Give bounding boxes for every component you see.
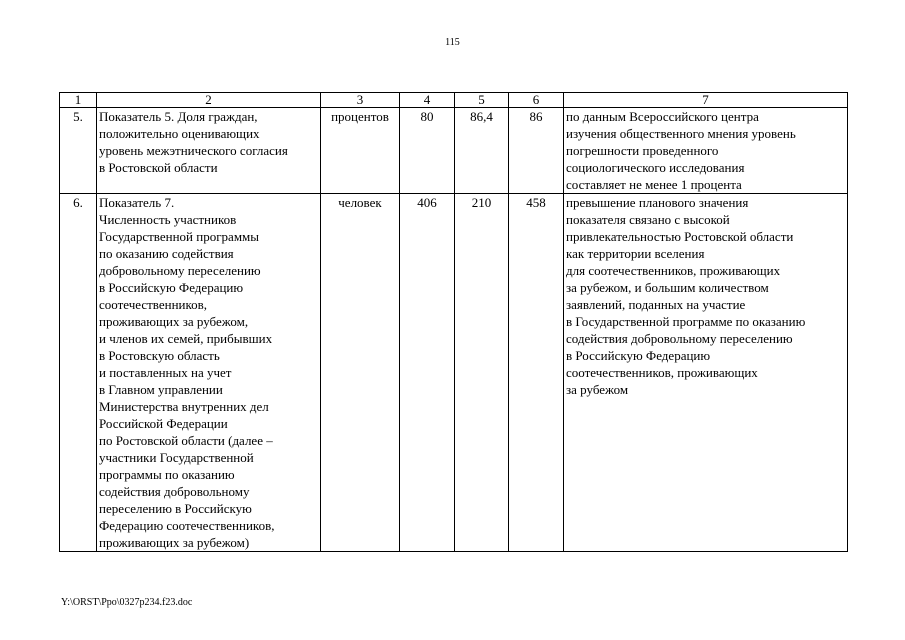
value-cell: 406 [400, 194, 455, 552]
text-line: Федерацию соотечественников, [99, 518, 275, 533]
text-line: программы по оказанию [99, 467, 235, 482]
text-line: Российской Федерации [99, 416, 228, 431]
text-line: в Главном управлении [99, 382, 223, 397]
text-line: показателя связано с высокой [566, 212, 730, 227]
table-header-row [60, 93, 848, 108]
row-number: 6. [60, 194, 97, 552]
text-line: превышение планового значения [566, 195, 749, 210]
text-line: Численность участников [99, 212, 237, 227]
column-header: 2 [97, 93, 321, 108]
text-line: Показатель 5. Доля граждан, [99, 109, 258, 124]
text-line: Государственной программы [99, 229, 260, 244]
text-line: в Ростовскую область [99, 348, 220, 363]
text-line: изучения общественного мнения уровень [566, 126, 796, 141]
text-line: для соотечественников, проживающих [566, 263, 781, 278]
table-row [60, 108, 848, 194]
indicator-name [97, 194, 321, 552]
text-line: Министерства внутренних дел [99, 399, 269, 414]
text-line: по оказанию содействия [99, 246, 234, 261]
text-line: проживающих за рубежом) [99, 535, 250, 550]
text-line: и поставленных на учет [99, 365, 232, 380]
text-line: по Ростовской области (далее – [99, 433, 273, 448]
text-line: в Российскую Федерацию [99, 280, 244, 295]
text-line: как территории вселения [566, 246, 705, 261]
text-line: Показатель 7. [99, 195, 175, 210]
text-line: содействия добровольному [99, 484, 250, 499]
text-line: добровольному переселению [99, 263, 261, 278]
text-line: социологического исследования [566, 160, 745, 175]
text-line: в Государственной программе по оказанию [566, 314, 806, 329]
text-line: переселению в Российскую [99, 501, 252, 516]
file-path-footer: Y:\ORST\Ppo\0327p234.f23.doc [61, 597, 193, 608]
column-header: 5 [455, 93, 509, 108]
text-line: и членов их семей, прибывших [99, 331, 273, 346]
indicator-name [97, 108, 321, 194]
indicators-table [59, 92, 848, 552]
text-line: участники Государственной [99, 450, 254, 465]
note-cell [564, 194, 848, 552]
value-cell: 458 [509, 194, 564, 552]
value-cell: 210 [455, 194, 509, 552]
row-number: 5. [60, 108, 97, 194]
table-row [60, 194, 848, 552]
value-cell: 86,4 [455, 108, 509, 194]
text-line: по данным Всероссийского центра [566, 109, 759, 124]
unit-cell: человек [321, 194, 400, 552]
text-line: погрешности проведенного [566, 143, 719, 158]
column-header: 4 [400, 93, 455, 108]
column-header: 1 [60, 93, 97, 108]
text-line: составляет не менее 1 процента [566, 177, 742, 192]
value-cell: 80 [400, 108, 455, 194]
page-number: 115 [445, 37, 460, 48]
column-header: 6 [509, 93, 564, 108]
text-line: содействия добровольному переселению [566, 331, 793, 346]
text-line: соотечественников, [99, 297, 208, 312]
text-line: за рубежом, и большим количеством [566, 280, 769, 295]
text-line: за рубежом [566, 382, 629, 397]
text-line: заявлений, поданных на участие [566, 297, 746, 312]
text-line: положительно оценивающих [99, 126, 260, 141]
text-line: уровень межэтнического согласия [99, 143, 288, 158]
text-line: соотечественников, проживающих [566, 365, 758, 380]
text-line: в Российскую Федерацию [566, 348, 711, 363]
text-line: привлекательностью Ростовской области [566, 229, 794, 244]
unit-cell: процентов [321, 108, 400, 194]
text-line: в Ростовской области [99, 160, 218, 175]
value-cell: 86 [509, 108, 564, 194]
text-line: проживающих за рубежом, [99, 314, 249, 329]
column-header: 3 [321, 93, 400, 108]
column-header: 7 [564, 93, 848, 108]
note-cell [564, 108, 848, 194]
